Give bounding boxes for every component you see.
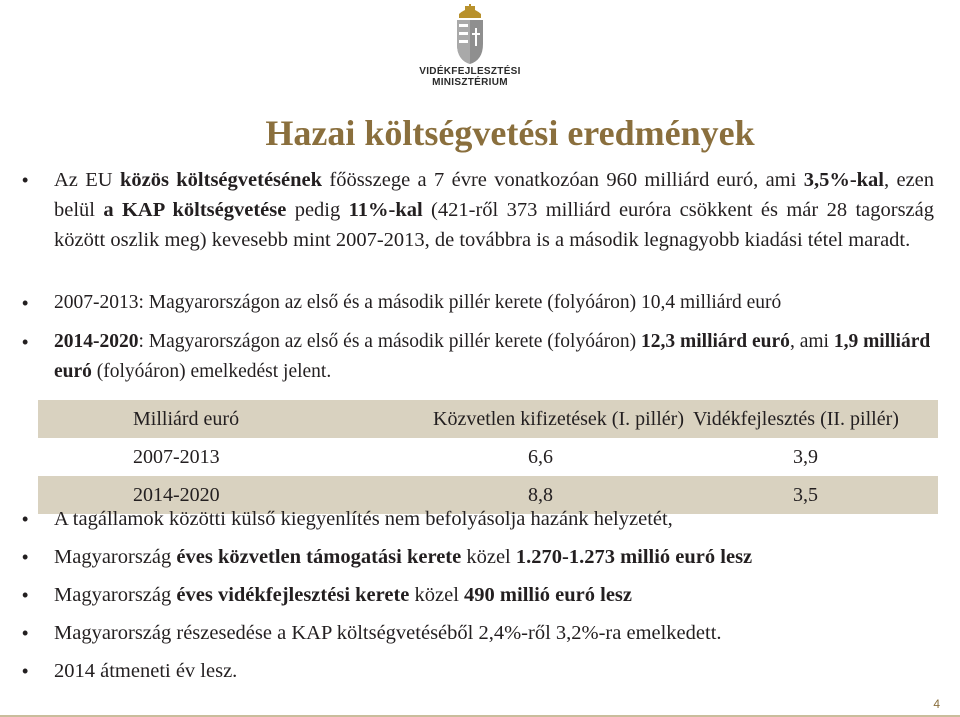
page-title: Hazai költségvetési eredmények (265, 113, 755, 153)
table-cell: 6,6 (528, 445, 553, 468)
bullet-external-balance: • A tagállamok közötti külső kiegyenlítés nem befolyásolja hazánk helyzetét, (54, 504, 934, 534)
bullet-2014-2020: • 2014-2020: Magyarországon az első és a második pillér kerete (folyóáron) 12,3 milliárd euró, ami 1,9 milliárd euró (folyóáron) emelkedést jelent. (54, 327, 934, 387)
table-header-cell: Közvetlen kifizetések (I. pillér) (433, 407, 684, 430)
table-row (38, 438, 938, 476)
budget-table (38, 400, 938, 514)
bullet-2007-2013: • 2007-2013: Magyarországon az első és a második pillér kerete (folyóáron) 10,4 milliárd euró (54, 288, 934, 318)
logo-line-1: VIDÉKFEJLESZTÉSI (419, 66, 521, 77)
table-header-row (38, 400, 938, 438)
bullet-rural-development: • Magyarország éves vidékfejlesztési kerete közel 490 millió euró lesz (54, 580, 934, 610)
table-cell: 3,5 (793, 483, 818, 506)
bullet-transition-year: • 2014 átmeneti év lesz. (54, 656, 934, 686)
coat-of-arms-icon (453, 4, 487, 66)
page-number: 4 (933, 697, 940, 711)
logo-line-2: MINISZTÉRIUM (432, 77, 508, 88)
bullet-cap-share: • Magyarország részesedése a KAP költségvetéséből 2,4%-ről 3,2%-ra emelkedett. (54, 618, 934, 648)
table-cell: 8,8 (528, 483, 553, 506)
bullet-eu-budget: • Az EU közös költségvetésének főösszege a 7 évre vonatkozóan 960 milliárd euró, ami 3,5%-kal, ezen belül a KAP költségvetése pedig 11%-kal (421-ről 373 milliárd euróra csökkent és már 28 tagország között oszlik meg) kevesebb mint 2007-2013, de továbbra is a második legnagyobb kiadási tétel maradt. (54, 165, 934, 255)
ministry-logo (410, 4, 530, 94)
table-cell: 2007-2013 (133, 445, 220, 468)
table-header-cell: Vidékfejlesztés (II. pillér) (693, 407, 899, 430)
table-cell: 3,9 (793, 445, 818, 468)
table-cell: 2014-2020 (133, 483, 220, 506)
table-header-cell: Milliárd euró (133, 407, 240, 430)
bullet-direct-support: • Magyarország éves közvetlen támogatási kerete közel 1.270-1.273 millió euró lesz (54, 542, 934, 572)
